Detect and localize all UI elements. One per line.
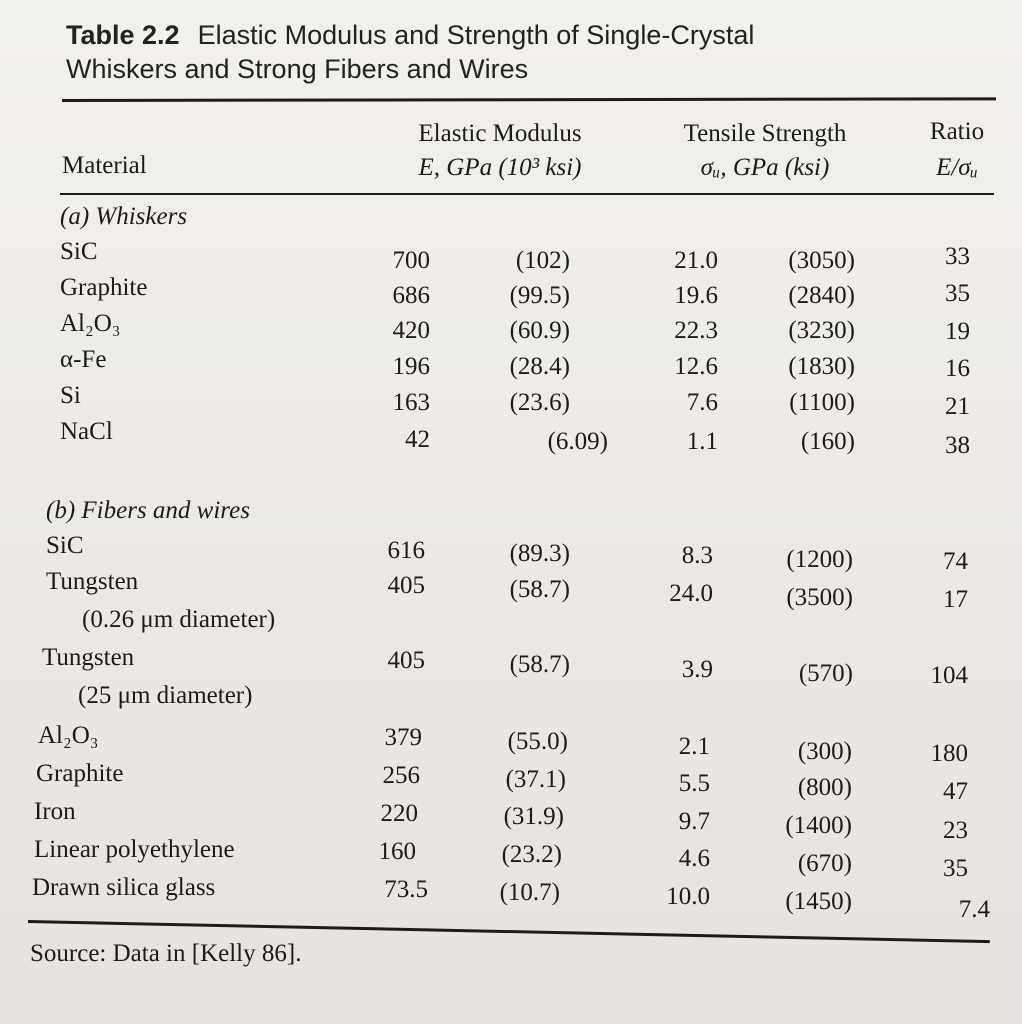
cell-modulus-ksi: (58.7) xyxy=(509,576,570,603)
cell-strength-gpa: 21.0 xyxy=(674,247,718,274)
cell-modulus-gpa: 160 xyxy=(378,838,416,865)
cell-strength-ksi: (670) xyxy=(797,850,852,877)
cell-modulus-gpa: 379 xyxy=(384,724,422,751)
cell-material: Tungsten xyxy=(46,568,139,595)
cell-ratio: 17 xyxy=(943,586,968,613)
cell-material: Al₂O₃ xyxy=(38,722,99,749)
cell-material: Al₂O₃ xyxy=(60,310,121,337)
header-ratio-line2: E/σᵤ xyxy=(936,154,978,181)
cell-strength-ksi: (3050) xyxy=(788,247,855,274)
cell-strength-gpa: 3.9 xyxy=(681,656,713,683)
cell-strength-gpa: 1.1 xyxy=(686,428,718,455)
header-strength-line2: σᵤ, GPa (ksi) xyxy=(700,154,830,181)
cell-strength-gpa: 12.6 xyxy=(674,353,718,380)
cell-strength-ksi: (570) xyxy=(798,660,853,687)
cell-modulus-ksi: (10.7) xyxy=(499,879,560,906)
cell-modulus-gpa: 163 xyxy=(392,389,430,416)
cell-material: Drawn silica glass xyxy=(32,874,216,901)
cell-material: Graphite xyxy=(36,760,124,787)
table-title-line1: Elastic Modulus and Strength of Single-Crystal xyxy=(197,20,755,50)
cell-strength-ksi: (1200) xyxy=(786,546,853,573)
table-title-line2: Whiskers and Strong Fibers and Wires xyxy=(66,54,529,84)
section-label-whiskers: (a) Whiskers xyxy=(60,203,188,230)
table-label: Table 2.2 xyxy=(66,20,180,50)
cell-strength-gpa: 10.0 xyxy=(666,883,710,910)
top-rule xyxy=(62,97,996,102)
cell-strength-ksi: (2840) xyxy=(788,282,855,309)
cell-material: NaCl xyxy=(60,418,113,445)
cell-modulus-gpa: 420 xyxy=(392,317,430,344)
cell-strength-ksi: (300) xyxy=(797,738,852,765)
section-label-fibers: (b) Fibers and wires xyxy=(46,497,250,524)
cell-ratio: 35 xyxy=(943,855,968,882)
cell-material: Si xyxy=(60,382,81,409)
cell-modulus-ksi: (23.6) xyxy=(509,389,570,416)
cell-ratio: 7.4 xyxy=(958,896,990,923)
cell-modulus-ksi: (102) xyxy=(515,247,570,274)
cell-strength-gpa: 2.1 xyxy=(678,733,710,760)
cell-ratio: 74 xyxy=(943,548,968,575)
cell-strength-gpa: 22.3 xyxy=(674,317,718,344)
cell-strength-ksi: (3500) xyxy=(786,584,853,611)
cell-material: Tungsten xyxy=(42,644,135,671)
cell-strength-gpa: 19.6 xyxy=(674,282,718,309)
cell-modulus-gpa: 42 xyxy=(405,426,430,453)
cell-modulus-ksi: (23.2) xyxy=(501,841,562,868)
cell-modulus-ksi: (55.0) xyxy=(507,728,568,755)
cell-modulus-gpa: 405 xyxy=(387,572,425,599)
source-note: Source: Data in [Kelly 86]. xyxy=(30,940,302,967)
cell-material: Iron xyxy=(34,798,76,825)
header-strength-line1: Tensile Strength xyxy=(683,120,847,147)
cell-strength-ksi: (1450) xyxy=(785,888,852,915)
cell-modulus-gpa: 73.5 xyxy=(384,876,428,903)
cell-strength-ksi: (800) xyxy=(797,774,852,801)
cell-modulus-ksi: (60.9) xyxy=(509,317,570,344)
cell-strength-ksi: (160) xyxy=(800,428,855,455)
header-ratio-line1: Ratio xyxy=(929,118,985,145)
cell-ratio: 38 xyxy=(945,432,970,459)
cell-modulus-gpa: 196 xyxy=(392,353,430,380)
cell-strength-ksi: (1400) xyxy=(785,812,852,839)
cell-strength-ksi: (3230) xyxy=(788,317,855,344)
cell-ratio: 21 xyxy=(945,393,970,420)
cell-strength-gpa: 5.5 xyxy=(678,770,710,797)
cell-strength-gpa: 9.7 xyxy=(678,808,710,835)
cell-modulus-ksi: (89.3) xyxy=(509,540,570,567)
cell-ratio: 35 xyxy=(945,280,970,307)
cell-modulus-ksi: (37.1) xyxy=(505,766,566,793)
header-modulus-line1: Elastic Modulus xyxy=(418,120,582,147)
cell-modulus-ksi: (58.7) xyxy=(509,651,570,678)
cell-material: Linear polyethylene xyxy=(34,836,235,863)
cell-ratio: 23 xyxy=(943,817,968,844)
cell-strength-gpa: 4.6 xyxy=(678,845,710,872)
cell-ratio: 33 xyxy=(945,243,970,270)
cell-strength-gpa: 7.6 xyxy=(686,389,718,416)
cell-modulus-gpa: 220 xyxy=(380,800,418,827)
cell-ratio: 47 xyxy=(943,778,968,805)
cell-modulus-ksi: (99.5) xyxy=(509,282,570,309)
header-material: Material xyxy=(62,152,147,179)
cell-ratio: 104 xyxy=(930,662,968,689)
cell-modulus-gpa: 256 xyxy=(382,762,420,789)
cell-modulus-gpa: 686 xyxy=(392,282,430,309)
cell-modulus-gpa: 700 xyxy=(392,247,430,274)
cell-modulus-ksi: (28.4) xyxy=(509,353,570,380)
cell-material-sub: (25 μm diameter) xyxy=(78,682,253,709)
cell-modulus-ksi: (31.9) xyxy=(503,803,564,830)
cell-ratio: 180 xyxy=(930,740,968,767)
cell-modulus-gpa: 616 xyxy=(387,537,425,564)
cell-strength-gpa: 24.0 xyxy=(669,580,713,607)
cell-ratio: 19 xyxy=(945,318,970,345)
cell-modulus-gpa: 405 xyxy=(387,647,425,674)
cell-ratio: 16 xyxy=(945,355,970,382)
cell-strength-gpa: 8.3 xyxy=(681,542,713,569)
cell-strength-ksi: (1830) xyxy=(788,353,855,380)
cell-material: SiC xyxy=(60,238,98,265)
cell-strength-ksi: (1100) xyxy=(789,389,855,416)
cell-modulus-ksi: (6.09) xyxy=(547,428,608,455)
cell-material-sub: (0.26 μm diameter) xyxy=(82,606,276,633)
cell-material: SiC xyxy=(46,532,84,559)
cell-material: Graphite xyxy=(60,274,148,301)
header-modulus-line2: E, GPa (10³ ksi) xyxy=(418,154,582,181)
cell-material: α-Fe xyxy=(60,346,107,373)
header-rule xyxy=(60,193,994,195)
table-caption xyxy=(66,18,966,86)
